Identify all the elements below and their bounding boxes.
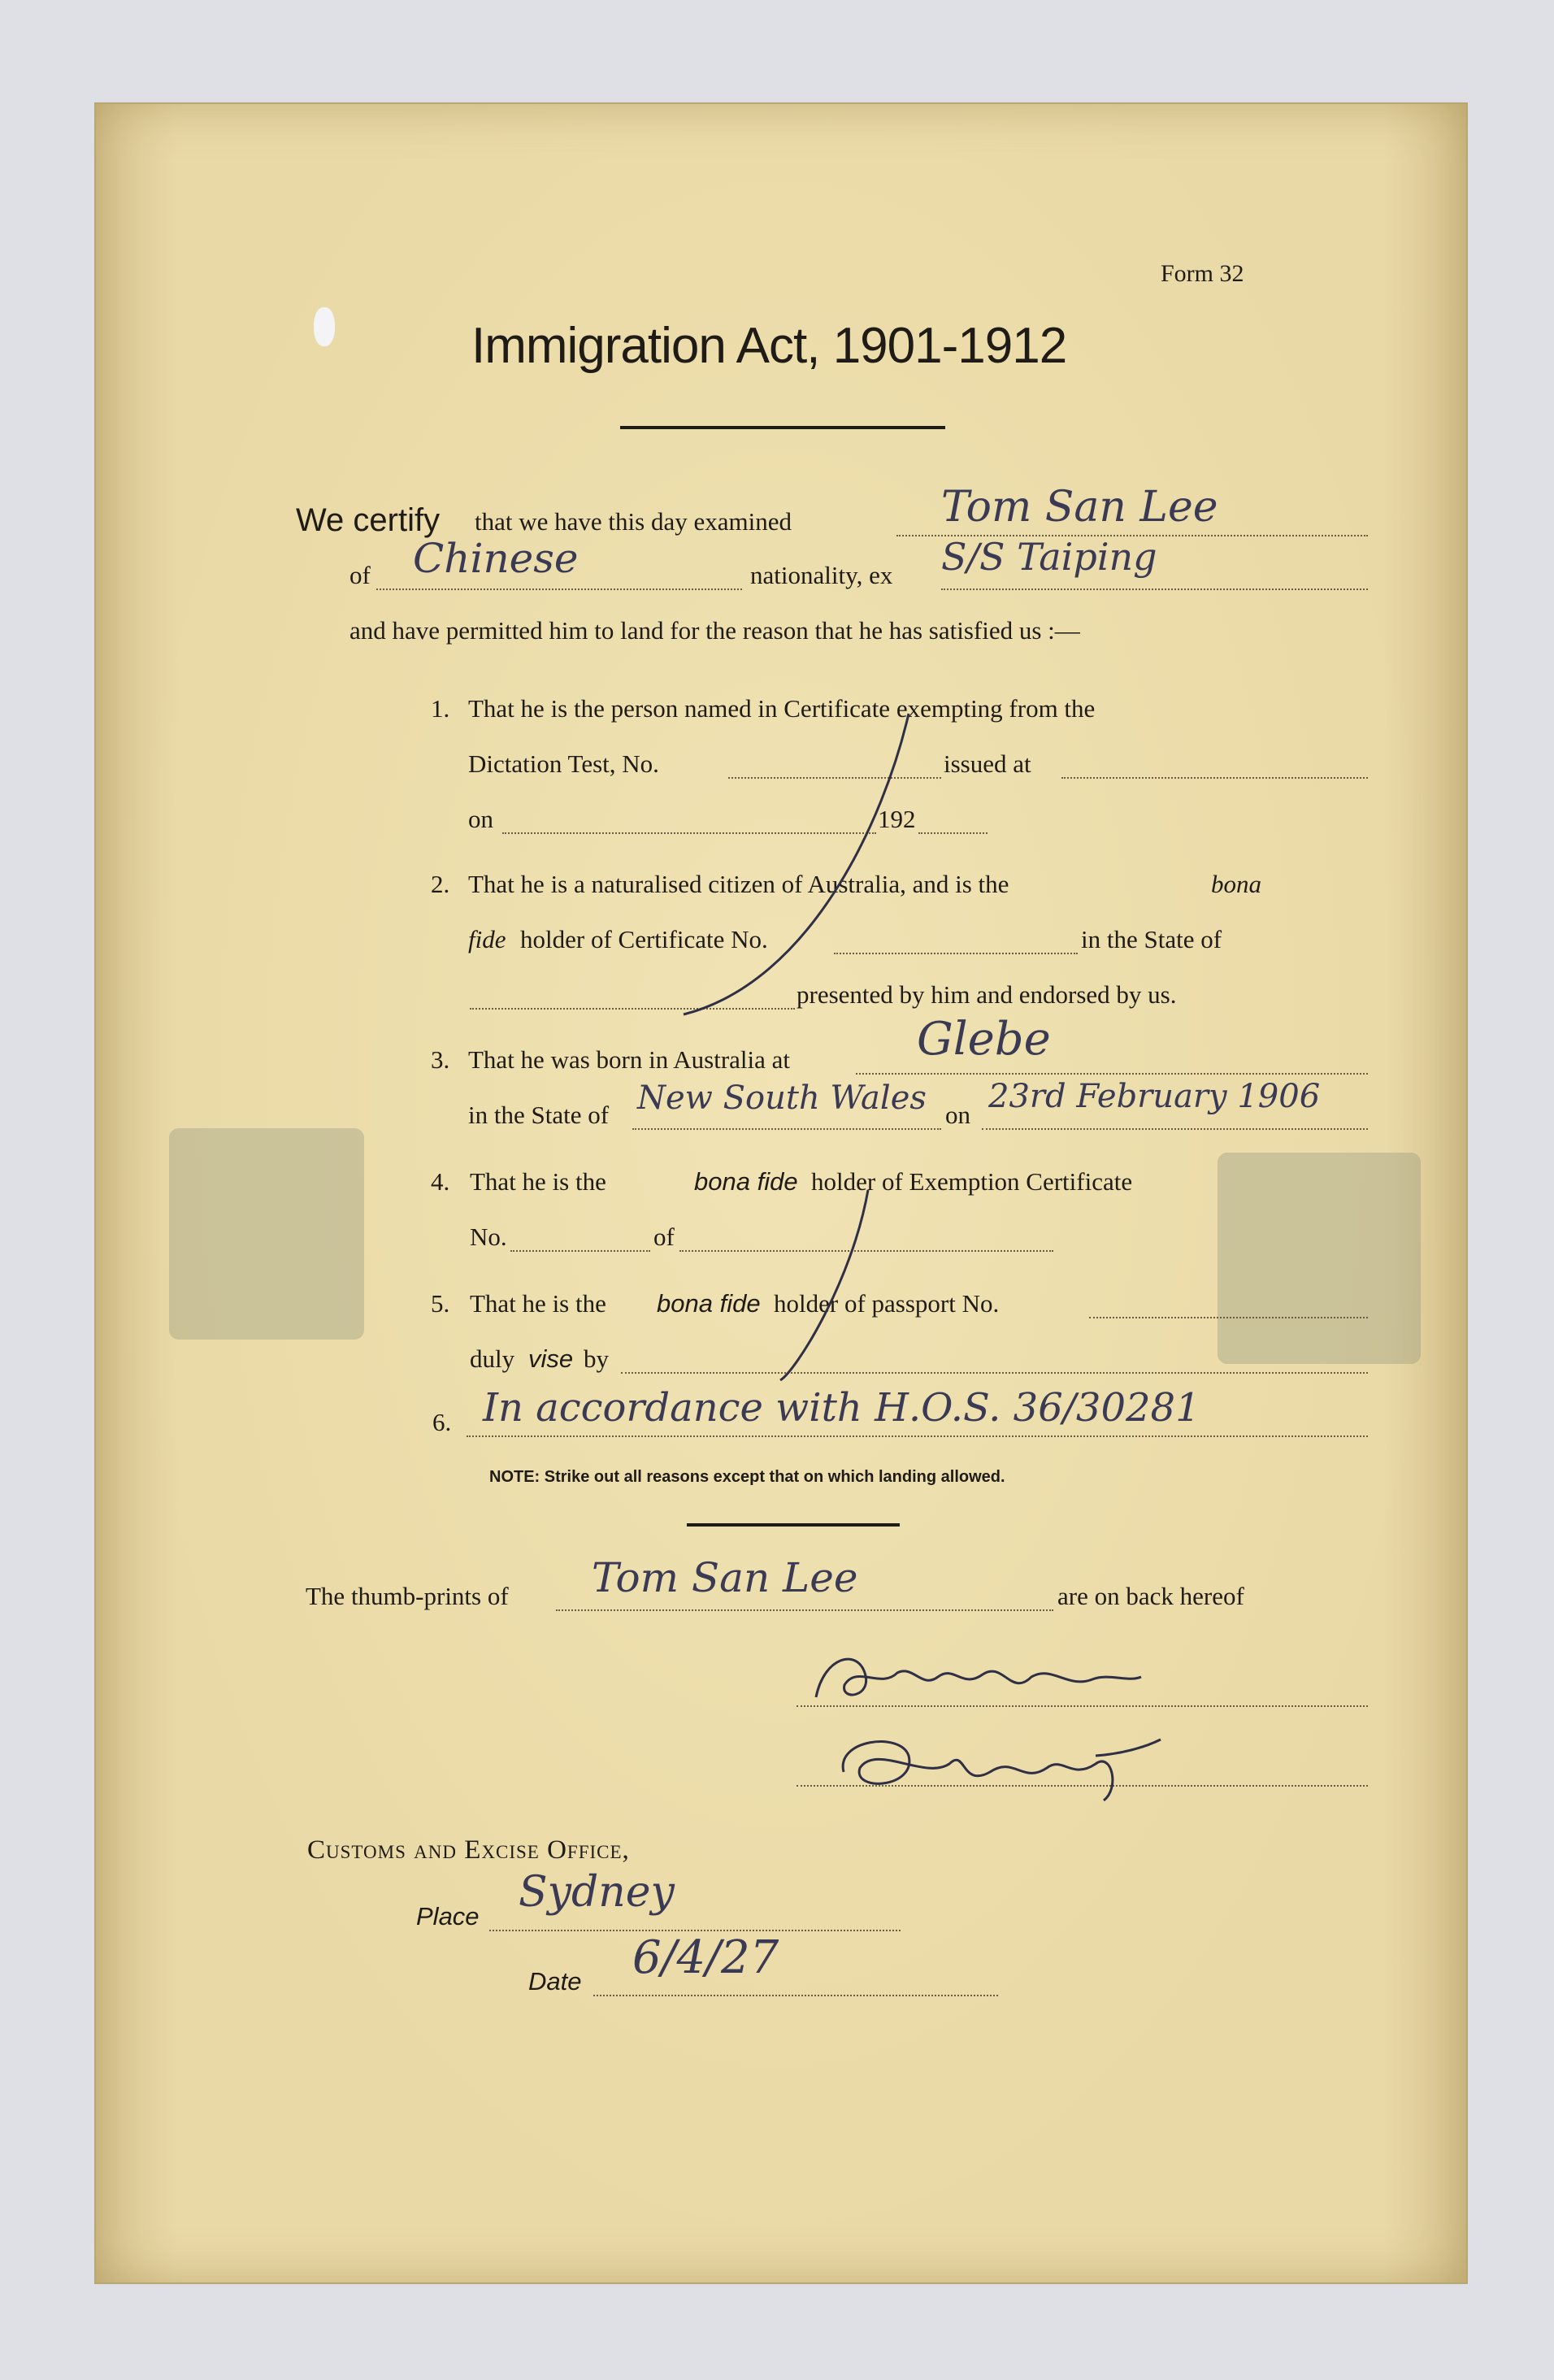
date-line (593, 1995, 998, 1996)
reason-6-value: In accordance with H.O.S. 36/30281 (483, 1385, 1200, 1431)
reason-4-number: 4. (431, 1167, 450, 1196)
dictation-label: Dictation Test, No. (468, 749, 659, 778)
place-value: Sydney (519, 1868, 675, 1917)
signature-1 (808, 1640, 1149, 1713)
thumb-label: The thumb-prints of (306, 1582, 509, 1610)
exemption-of-label: of (653, 1223, 675, 1251)
born-place-value: Glebe (917, 1013, 1051, 1066)
office-label: Customs and Excise Office, (307, 1835, 630, 1865)
thumb-suffix: are on back hereof (1057, 1582, 1244, 1610)
reason-6-number: 6. (432, 1408, 452, 1436)
presented-text: presented by him and endorsed by us. (797, 980, 1177, 1009)
signature-2 (827, 1723, 1169, 1805)
certify-text: that we have this day examined (475, 507, 792, 536)
state-value: New South Wales (637, 1079, 927, 1117)
certify-lead: We certify (296, 502, 441, 538)
document-page (96, 104, 1466, 2282)
reason-2-number: 2. (431, 870, 450, 898)
of-label: of (349, 561, 371, 589)
issued-label: issued at (944, 749, 1031, 778)
form-number: Form 32 (1161, 260, 1244, 287)
reason-3-number: 3. (431, 1045, 450, 1074)
born-label: That he was born in Australia at (468, 1045, 791, 1074)
note-rule (687, 1523, 900, 1527)
state-of-label: in the State of (1081, 925, 1222, 953)
year-label: 192 (878, 805, 916, 833)
nationality-label: nationality, ex (750, 561, 893, 589)
reason-5-text-a: That he is the (470, 1289, 606, 1318)
reason-4-text-b: holder of Exemption Certificate (811, 1167, 1133, 1196)
reason-2-fide: fide (468, 925, 506, 953)
ship-value: S/S Taiping (941, 535, 1157, 579)
thumb-name: Tom San Lee (592, 1554, 858, 1601)
strike-out-marks (96, 104, 1466, 1486)
reason-2-text: That he is a naturalised citizen of Australia, and is the (468, 870, 1009, 898)
reason-5-text-b: holder of passport No. (774, 1289, 1000, 1318)
thumb-name-line (556, 1609, 1053, 1611)
by-label: by (584, 1344, 609, 1373)
place-label: Place (416, 1902, 480, 1930)
note-text: NOTE: Strike out all reasons except that on which landing allowed. (489, 1468, 1005, 1486)
reason-4-text-a: That he is the (470, 1167, 606, 1196)
reason-5-bona-fide: bona fide (657, 1289, 761, 1318)
reason-2-bona: bona (1211, 870, 1261, 898)
nationality-value: Chinese (413, 535, 579, 582)
exemption-no-label: No. (470, 1223, 507, 1251)
page-title: Immigration Act, 1901-1912 (471, 318, 1067, 374)
on-label: on (468, 805, 493, 833)
reason-4-bona-fide: bona fide (694, 1167, 798, 1196)
vise-label: vise (528, 1344, 574, 1373)
date-value: 6/4/27 (632, 1931, 779, 1984)
reason-1-number: 1. (431, 694, 450, 723)
reason-1-text: That he is the person named in Certificate exempting from the (468, 694, 1096, 723)
born-on-label: on (945, 1101, 970, 1129)
reason-5-number: 5. (431, 1289, 450, 1318)
state-label: in the State of (468, 1101, 610, 1129)
permit-text: and have permitted him to land for the reason that he has satisfied us :— (349, 616, 1080, 645)
examined-name: Tom San Lee (941, 483, 1218, 532)
date-label: Date (528, 1967, 582, 1996)
duly-label: duly (470, 1344, 515, 1373)
born-date-value: 23rd February 1906 (988, 1078, 1321, 1115)
reason-2-holder: holder of Certificate No. (520, 925, 768, 953)
